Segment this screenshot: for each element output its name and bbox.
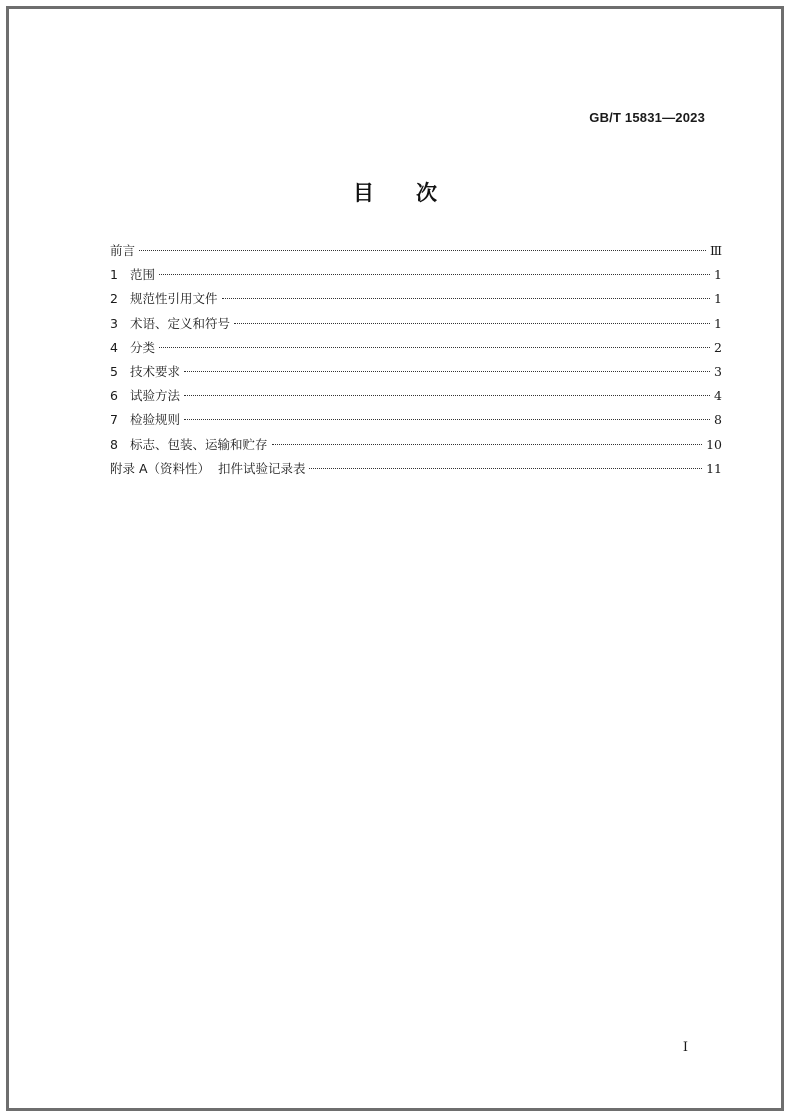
toc-entry-number: 2: [110, 291, 118, 307]
standard-code: GB/T 15831—2023: [589, 110, 705, 125]
toc-entry-title: 规范性引用文件: [130, 291, 218, 307]
title-char-2: 次: [416, 181, 437, 205]
dot-leader: [184, 394, 710, 396]
toc-entry-page: 1: [714, 267, 722, 283]
toc-entry-title: 范围: [130, 267, 156, 283]
toc-entry-page: 10: [706, 436, 722, 452]
toc-entry-page: 11: [706, 460, 722, 476]
dot-leader: [184, 370, 710, 372]
toc-entry-page: Ⅲ: [709, 243, 722, 258]
page-number: I: [682, 1040, 688, 1055]
toc-entry-title: 标志、包装、运输和贮存: [130, 436, 268, 452]
title-char-1: 目: [353, 181, 374, 205]
toc-entry-8[interactable]: [110, 433, 722, 457]
toc-entry-title: 技术要求: [130, 363, 181, 379]
dot-leader: [309, 467, 702, 469]
page-title: [9, 177, 781, 207]
toc-entry-number: 6: [110, 388, 118, 404]
toc-entry-number: 5: [110, 363, 118, 379]
toc-entry-page: 8: [714, 412, 722, 428]
toc-entry-2[interactable]: [110, 287, 722, 311]
toc-entry-number: 8: [110, 436, 118, 452]
toc-entry-page: 1: [714, 315, 722, 331]
toc-entry-title: 试验方法: [130, 388, 181, 404]
toc-entry-number: 1: [110, 267, 118, 283]
toc-entry-number: 4: [110, 339, 118, 355]
dot-leader: [159, 346, 710, 348]
toc-entry-5[interactable]: [110, 360, 722, 384]
toc-entry-4[interactable]: [110, 336, 722, 360]
toc-entry-6[interactable]: [110, 384, 722, 408]
dot-leader: [139, 249, 706, 251]
toc-entry-title: 分类: [130, 339, 156, 355]
dot-leader: [222, 297, 710, 299]
toc-entry-title: 附录 A（资料性） 扣件试验记录表: [110, 460, 306, 476]
toc-entry-page: 4: [714, 388, 722, 404]
toc-entry-page: 3: [714, 363, 722, 379]
toc-entry-title: 术语、定义和符号: [130, 315, 231, 331]
toc-entry-page: 2: [714, 339, 722, 355]
toc-entry-number: 7: [110, 412, 118, 428]
toc-entry-3[interactable]: [110, 312, 722, 336]
toc-entry-7[interactable]: [110, 408, 722, 432]
dot-leader: [159, 273, 710, 275]
toc-entry-appendix-a[interactable]: [110, 457, 722, 481]
dot-leader: [272, 443, 703, 445]
dot-leader: [184, 418, 710, 420]
toc-entry-foreword[interactable]: [110, 239, 722, 263]
table-of-contents: [110, 239, 722, 481]
toc-entry-number: 3: [110, 315, 118, 331]
document-page: [6, 6, 784, 1111]
toc-entry-1[interactable]: [110, 263, 722, 287]
toc-entry-title: 前言: [110, 243, 136, 258]
toc-entry-page: 1: [714, 291, 722, 307]
toc-entry-title: 检验规则: [130, 412, 181, 428]
dot-leader: [234, 322, 710, 324]
